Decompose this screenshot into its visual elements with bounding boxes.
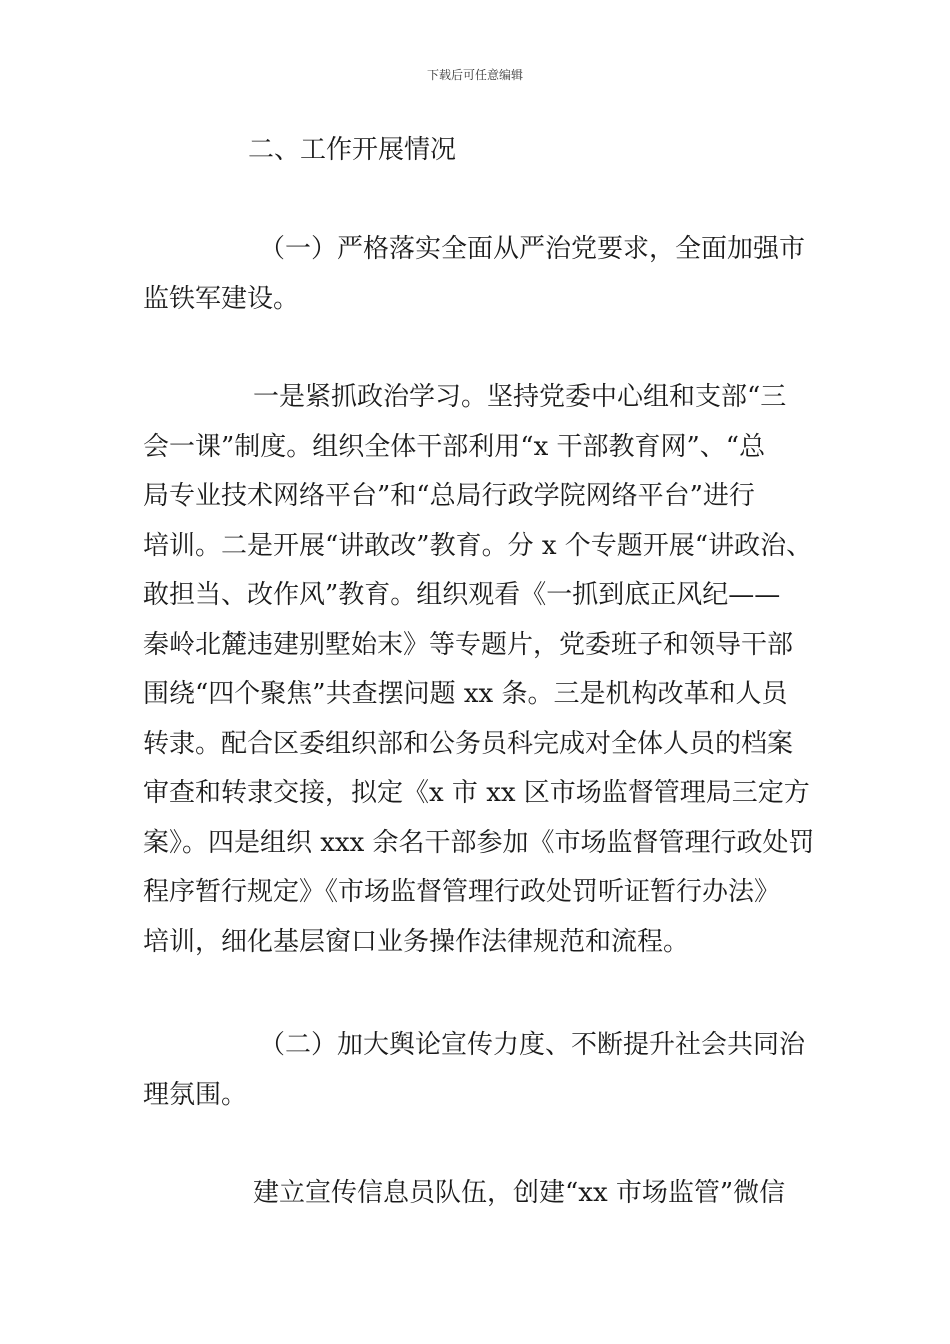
paragraph-line: 案》。四是组织 xxx 余名干部参加《市场监督管理行政处罚 [143,827,815,858]
paragraph-line: 会一课”制度。组织全体干部利用“x 干部教育网”、“总 [143,431,766,462]
header-note: 下载后可任意编辑 [426,68,523,82]
paragraph-line: 局专业技术网络平台”和“总局行政学院网络平台”进行 [143,481,755,511]
paragraph-line: （二）加大舆论宣传力度、不断提升社会共同治 [259,1030,806,1060]
paragraph-2 [143,373,815,967]
paragraph-4 [143,1169,785,1219]
section-heading: 二、工作开展情况 [248,135,457,165]
paragraph-line: 审查和转隶交接，拟定《x 市 xx 区市场监督管理局三定方 [143,778,810,808]
paragraph-3 [143,1021,805,1120]
paragraph-line: 转隶。配合区委组织部和公务员科完成对全体人员的档案 [143,728,794,759]
paragraph-line: 理氛围。 [143,1079,248,1110]
paragraph-line: 培训。二是开展“讲敢改”教育。分 x 个专题开展“讲政治、 [143,530,813,561]
paragraph-1 [143,225,805,324]
paragraph-line: 围绕“四个聚焦”共查摆问题 xx 条。三是机构改革和人员 [143,679,788,709]
paragraph-line: 培训，细化基层窗口业务操作法律规范和流程。 [143,926,690,957]
paragraph-line: 敢担当、改作风”教育。组织观看《一抓到底正风纪—— [143,580,781,610]
paragraph-line: 程序暂行规定》《市场监督管理行政处罚听证暂行办法》 [143,877,781,907]
paragraph-line: 一是紧抓政治学习。坚持党委中心组和支部“三 [253,382,787,412]
paragraph-line: 监铁军建设。 [143,283,300,314]
paragraph-line: 建立宣传信息员队伍，创建“xx 市场监管”微信 [253,1178,786,1208]
paragraph-line: 秦岭北麓违建别墅始末》等专题片，党委班子和领导干部 [143,629,794,660]
paragraph-line: （一）严格落实全面从严治党要求，全面加强市 [259,234,806,264]
